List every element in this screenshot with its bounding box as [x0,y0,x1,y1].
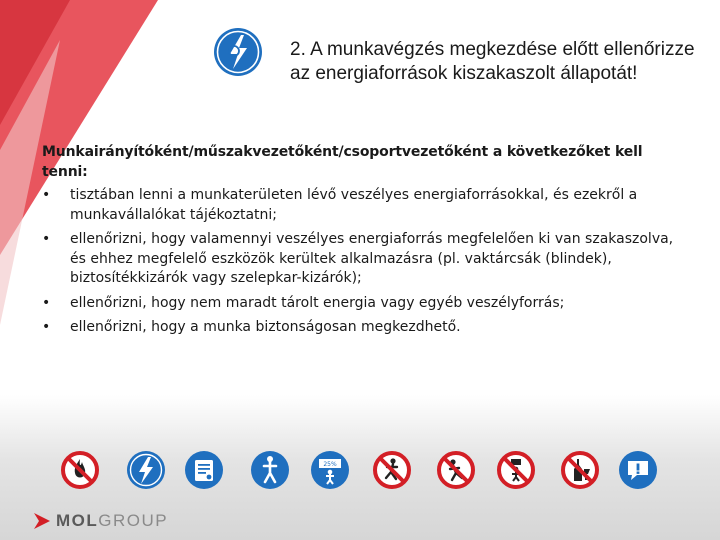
logo-chevron-icon [34,513,50,529]
report-incident-icon [618,450,658,490]
rule-icon-row [0,450,720,494]
no-lifting-under-load-icon [496,450,536,490]
no-fire-icon [60,450,100,490]
slide-title: 2. A munkavégzés megkezdése előtt ellenőrizze az energiaforrások kiszakaszolt állapotát! [290,39,695,84]
content-block [42,143,692,343]
bullet-text: ellenőrizni, hogy nem maradt tárolt energia vagy egyéb veszélyforrás; [70,294,565,311]
bullet-marker: • [42,319,51,335]
electrical-hazard-icon [213,27,263,77]
logo-text-group: GROUP [98,511,169,530]
intro-text: Munkairányítóként/műszakvezetőként/csoportvezetőként a következőket kell tenni: [42,144,643,180]
bullet-text: ellenőrizni, hogy valamennyi veszélyes energiaforrás megfelelően ki van szakaszolva, és ehhez megfelelő eszközök kerültek alkalmazásra (pl. vaktárcsák (blindek), biztosítékkizárók vagy szelepkar-kizárók); [70,231,674,286]
no-entry-zone-icon [372,450,412,490]
work-permit-icon [184,450,224,490]
energy-isolation-icon [126,450,166,490]
logo-text-mol: MOL [56,511,99,530]
bullet-text: ellenőrizni, hogy a munka biztonságosan megkezdhető. [70,319,461,335]
mol-group-logo [34,510,168,532]
bullet-marker: • [42,187,51,203]
list-item [42,318,692,338]
bullet-marker: • [42,294,51,311]
confined-space-icon [436,450,476,490]
list-item [42,230,692,289]
bullet-text: tisztában lenni a munkaterületen lévő veszélyes energiaforrásokkal, és ezekről a munkavállalókat tájékoztatni; [70,187,638,223]
no-alcohol-icon [560,450,600,490]
work-at-height-icon [310,450,350,490]
bullet-list [42,186,692,338]
bullet-marker: • [42,231,51,247]
no-bypass-safety-icon [250,450,290,490]
svg-text:25%: 25% [323,461,337,468]
list-item [42,186,692,225]
list-item [42,294,692,314]
logo-text [56,511,168,531]
